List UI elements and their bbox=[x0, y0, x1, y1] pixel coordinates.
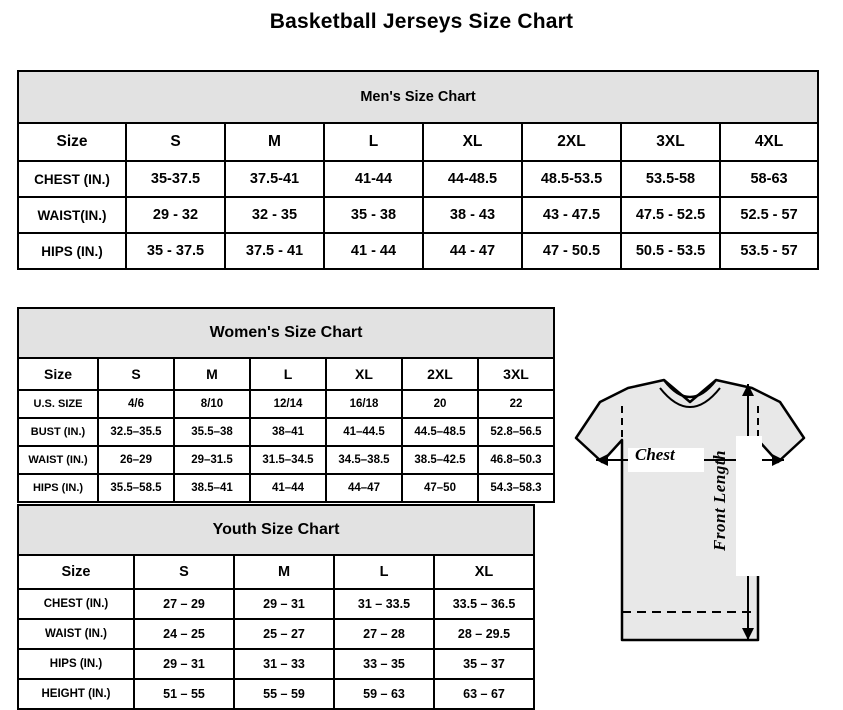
mens-col-3xl: 3XL bbox=[621, 123, 720, 161]
mens-col-s: S bbox=[126, 123, 225, 161]
womens-chart-title: Women's Size Chart bbox=[18, 308, 554, 358]
womens-waist-s: 26–29 bbox=[98, 446, 174, 474]
table-row bbox=[18, 474, 554, 502]
table-row bbox=[18, 161, 818, 197]
mens-waist-s: 29 - 32 bbox=[126, 197, 225, 233]
mens-chest-4xl: 58-63 bbox=[720, 161, 818, 197]
mens-hips-3xl: 50.5 - 53.5 bbox=[621, 233, 720, 269]
womens-hips-l: 41–44 bbox=[250, 474, 326, 502]
table-row bbox=[18, 446, 554, 474]
youth-col-m: M bbox=[234, 555, 334, 589]
tshirt-icon bbox=[540, 340, 840, 685]
womens-col-size: Size bbox=[18, 358, 98, 390]
womens-bust-3xl: 52.8–56.5 bbox=[478, 418, 554, 446]
youth-hips-m: 31 – 33 bbox=[234, 649, 334, 679]
mens-col-size: Size bbox=[18, 123, 126, 161]
youth-height-s: 51 – 55 bbox=[134, 679, 234, 709]
mens-chart-header-row bbox=[18, 71, 818, 123]
youth-chest-l: 31 – 33.5 bbox=[334, 589, 434, 619]
womens-hips-m: 38.5–41 bbox=[174, 474, 250, 502]
mens-row-label-hips: HIPS (IN.) bbox=[18, 233, 126, 269]
womens-waist-m: 29–31.5 bbox=[174, 446, 250, 474]
youth-hips-s: 29 – 31 bbox=[134, 649, 234, 679]
womens-waist-2xl: 38.5–42.5 bbox=[402, 446, 478, 474]
table-row bbox=[18, 619, 534, 649]
mens-column-header-row bbox=[18, 123, 818, 161]
mens-hips-s: 35 - 37.5 bbox=[126, 233, 225, 269]
youth-col-l: L bbox=[334, 555, 434, 589]
womens-col-xl: XL bbox=[326, 358, 402, 390]
mens-waist-xl: 38 - 43 bbox=[423, 197, 522, 233]
womens-bust-m: 35.5–38 bbox=[174, 418, 250, 446]
womens-row-label-us-size: U.S. SIZE bbox=[18, 390, 98, 418]
womens-ussize-3xl: 22 bbox=[478, 390, 554, 418]
youth-col-size: Size bbox=[18, 555, 134, 589]
womens-waist-3xl: 46.8–50.3 bbox=[478, 446, 554, 474]
womens-row-label-bust: BUST (IN.) bbox=[18, 418, 98, 446]
mens-hips-2xl: 47 - 50.5 bbox=[522, 233, 621, 269]
youth-row-label-height: HEIGHT (IN.) bbox=[18, 679, 134, 709]
youth-chart-header-row bbox=[18, 505, 534, 555]
womens-col-2xl: 2XL bbox=[402, 358, 478, 390]
womens-size-chart-table bbox=[17, 307, 555, 503]
womens-bust-l: 38–41 bbox=[250, 418, 326, 446]
mens-chart-title: Men's Size Chart bbox=[18, 71, 818, 123]
mens-size-chart-table bbox=[17, 70, 819, 270]
mens-chest-3xl: 53.5-58 bbox=[621, 161, 720, 197]
youth-chest-xl: 33.5 – 36.5 bbox=[434, 589, 534, 619]
womens-col-l: L bbox=[250, 358, 326, 390]
mens-chest-2xl: 48.5-53.5 bbox=[522, 161, 621, 197]
mens-hips-l: 41 - 44 bbox=[324, 233, 423, 269]
youth-row-label-hips: HIPS (IN.) bbox=[18, 649, 134, 679]
mens-col-4xl: 4XL bbox=[720, 123, 818, 161]
womens-hips-s: 35.5–58.5 bbox=[98, 474, 174, 502]
youth-column-header-row bbox=[18, 555, 534, 589]
womens-bust-xl: 41–44.5 bbox=[326, 418, 402, 446]
womens-col-s: S bbox=[98, 358, 174, 390]
table-row bbox=[18, 679, 534, 709]
mens-chest-m: 37.5-41 bbox=[225, 161, 324, 197]
womens-hips-xl: 44–47 bbox=[326, 474, 402, 502]
youth-hips-l: 33 – 35 bbox=[334, 649, 434, 679]
womens-hips-3xl: 54.3–58.3 bbox=[478, 474, 554, 502]
womens-hips-2xl: 47–50 bbox=[402, 474, 478, 502]
youth-height-xl: 63 – 67 bbox=[434, 679, 534, 709]
mens-waist-l: 35 - 38 bbox=[324, 197, 423, 233]
youth-chest-s: 27 – 29 bbox=[134, 589, 234, 619]
womens-col-m: M bbox=[174, 358, 250, 390]
mens-waist-m: 32 - 35 bbox=[225, 197, 324, 233]
womens-ussize-2xl: 20 bbox=[402, 390, 478, 418]
womens-bust-s: 32.5–35.5 bbox=[98, 418, 174, 446]
mens-hips-xl: 44 - 47 bbox=[423, 233, 522, 269]
table-row bbox=[18, 233, 818, 269]
womens-bust-2xl: 44.5–48.5 bbox=[402, 418, 478, 446]
table-row bbox=[18, 589, 534, 619]
mens-chest-l: 41-44 bbox=[324, 161, 423, 197]
mens-hips-4xl: 53.5 - 57 bbox=[720, 233, 818, 269]
womens-col-3xl: 3XL bbox=[478, 358, 554, 390]
youth-chest-m: 29 – 31 bbox=[234, 589, 334, 619]
youth-row-label-waist: WAIST (IN.) bbox=[18, 619, 134, 649]
womens-waist-xl: 34.5–38.5 bbox=[326, 446, 402, 474]
youth-height-l: 59 – 63 bbox=[334, 679, 434, 709]
table-row bbox=[18, 649, 534, 679]
youth-col-xl: XL bbox=[434, 555, 534, 589]
womens-column-header-row bbox=[18, 358, 554, 390]
youth-height-m: 55 – 59 bbox=[234, 679, 334, 709]
mens-waist-4xl: 52.5 - 57 bbox=[720, 197, 818, 233]
front-length-measurement-label: Front Length bbox=[710, 450, 729, 551]
mens-chest-xl: 44-48.5 bbox=[423, 161, 522, 197]
mens-waist-3xl: 47.5 - 52.5 bbox=[621, 197, 720, 233]
youth-waist-l: 27 – 28 bbox=[334, 619, 434, 649]
womens-ussize-xl: 16/18 bbox=[326, 390, 402, 418]
youth-hips-xl: 35 – 37 bbox=[434, 649, 534, 679]
youth-waist-s: 24 – 25 bbox=[134, 619, 234, 649]
page-title: Basketball Jerseys Size Chart bbox=[269, 10, 574, 33]
mens-col-m: M bbox=[225, 123, 324, 161]
mens-col-2xl: 2XL bbox=[522, 123, 621, 161]
mens-col-xl: XL bbox=[423, 123, 522, 161]
table-row bbox=[18, 390, 554, 418]
youth-waist-xl: 28 – 29.5 bbox=[434, 619, 534, 649]
shirt-measurement-diagram bbox=[540, 340, 840, 685]
womens-row-label-waist: WAIST (IN.) bbox=[18, 446, 98, 474]
womens-chart-header-row bbox=[18, 308, 554, 358]
womens-ussize-s: 4/6 bbox=[98, 390, 174, 418]
youth-size-chart-table bbox=[17, 504, 535, 710]
womens-row-label-hips: HIPS (IN.) bbox=[18, 474, 98, 502]
womens-ussize-l: 12/14 bbox=[250, 390, 326, 418]
mens-row-label-waist: WAIST(IN.) bbox=[18, 197, 126, 233]
table-row bbox=[18, 418, 554, 446]
mens-row-label-chest: CHEST (IN.) bbox=[18, 161, 126, 197]
mens-waist-2xl: 43 - 47.5 bbox=[522, 197, 621, 233]
mens-hips-m: 37.5 - 41 bbox=[225, 233, 324, 269]
youth-waist-m: 25 – 27 bbox=[234, 619, 334, 649]
womens-waist-l: 31.5–34.5 bbox=[250, 446, 326, 474]
mens-col-l: L bbox=[324, 123, 423, 161]
table-row bbox=[18, 197, 818, 233]
mens-chest-s: 35-37.5 bbox=[126, 161, 225, 197]
chest-measurement-label: Chest bbox=[635, 445, 675, 464]
youth-row-label-chest: CHEST (IN.) bbox=[18, 589, 134, 619]
youth-col-s: S bbox=[134, 555, 234, 589]
womens-ussize-m: 8/10 bbox=[174, 390, 250, 418]
youth-chart-title: Youth Size Chart bbox=[18, 505, 534, 555]
